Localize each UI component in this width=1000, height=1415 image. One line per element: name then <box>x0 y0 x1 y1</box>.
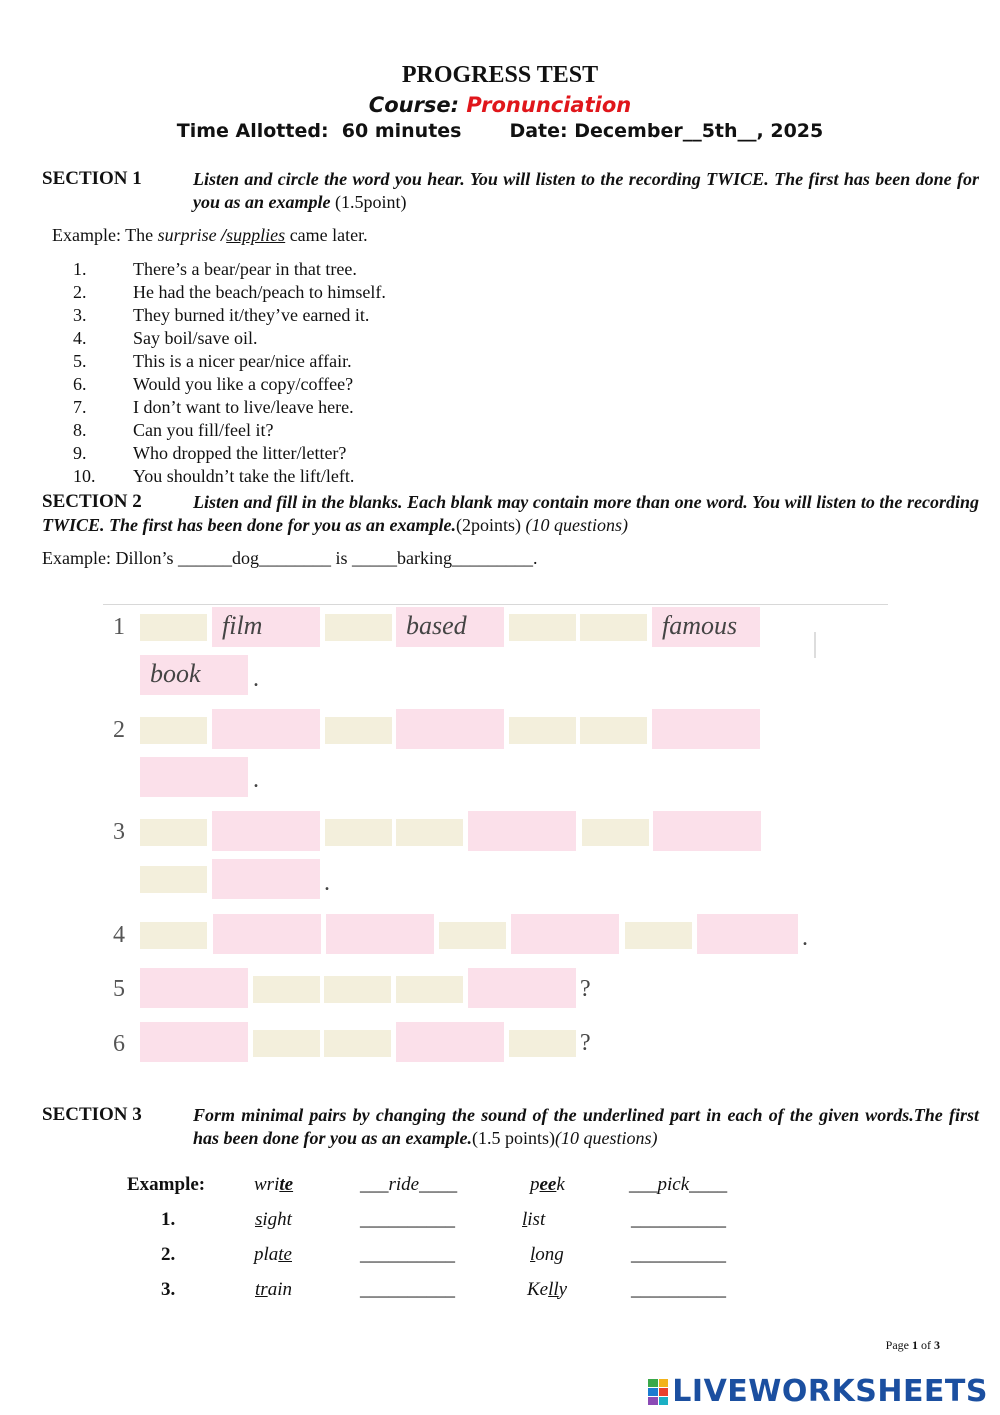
blank-cream[interactable] <box>509 717 576 744</box>
answer-blank[interactable]: __________ <box>360 1209 455 1230</box>
logo-icon <box>648 1379 668 1405</box>
blank-pink[interactable] <box>212 709 320 749</box>
word: sight <box>255 1209 292 1230</box>
blank-pink[interactable] <box>652 709 760 749</box>
blank-cream[interactable] <box>582 819 649 846</box>
answer-blank[interactable]: __________ <box>631 1244 726 1265</box>
answer: ___pick____ <box>629 1174 728 1195</box>
section1-instruction: Listen and circle the word you hear. You will listen to the recording TWICE. The first has been done for you as an example (1.5point) <box>193 169 979 212</box>
blank-cream[interactable] <box>325 819 392 846</box>
word: peek <box>530 1174 565 1195</box>
blank-pink[interactable] <box>697 914 798 954</box>
course-name: Pronunciation <box>466 93 632 117</box>
blank-cream[interactable] <box>396 819 463 846</box>
punctuation: ? <box>580 976 591 1002</box>
answer-box: film <box>212 607 320 647</box>
word: long <box>530 1244 564 1265</box>
answer-box: book <box>140 655 248 695</box>
blank-pink[interactable] <box>140 757 248 797</box>
blank-cream[interactable] <box>580 717 647 744</box>
answer-box: based <box>396 607 504 647</box>
row-number: 4 <box>113 922 125 948</box>
answer-blank[interactable]: __________ <box>360 1279 455 1300</box>
punctuation: ? <box>580 1030 591 1056</box>
row-number: 6 <box>113 1031 125 1057</box>
circled-answer: supplies <box>226 225 286 245</box>
list-item: 9. Who dropped the litter/letter? <box>73 443 347 463</box>
blank-pink[interactable] <box>511 914 619 954</box>
list-item: 10. You shouldn’t take the lift/left. <box>73 466 355 486</box>
blank-cream[interactable] <box>140 819 207 846</box>
blank-pink[interactable] <box>653 811 761 851</box>
blank-cream[interactable] <box>396 976 463 1003</box>
blank-cream[interactable] <box>625 922 692 949</box>
word: plate <box>254 1244 292 1265</box>
punctuation: . <box>324 870 330 896</box>
list-item: 7. I don’t want to live/leave here. <box>73 397 354 417</box>
list-item: 6. Would you like a copy/coffee? <box>73 374 354 394</box>
blank-cream[interactable] <box>324 1030 391 1057</box>
list-item: 1. There’s a bear/pear in that tree. <box>73 259 357 279</box>
blank-pink[interactable] <box>468 811 576 851</box>
row-number: 1 <box>113 614 125 640</box>
blank-cream[interactable] <box>325 614 392 641</box>
word: Kelly <box>527 1279 568 1300</box>
blank-cream[interactable] <box>253 1030 320 1057</box>
row-number: 2. <box>161 1244 176 1265</box>
blank-cream[interactable] <box>325 717 392 744</box>
section2-label: SECTION 2 <box>42 491 142 512</box>
row-number: 2 <box>113 717 125 743</box>
page-number: Page 1 of 3 <box>885 1338 940 1352</box>
blank-pink[interactable] <box>140 968 248 1008</box>
blank-cream[interactable] <box>140 866 207 893</box>
section1-example: Example: The surprise /supplies came later. <box>52 225 368 245</box>
blank-pink[interactable] <box>468 968 576 1008</box>
punctuation: . <box>253 767 259 793</box>
blank-cream[interactable] <box>580 614 647 641</box>
word: list <box>522 1209 546 1230</box>
divider <box>103 604 888 605</box>
blank-cream[interactable] <box>324 976 391 1003</box>
section3-instruction: Form minimal pairs by changing the sound of the underlined part in each of the given words.The first has been done for you as an example.(1.5 points)(10 questions) <box>193 1105 979 1148</box>
divider <box>814 632 816 658</box>
time-allotted: Time Allotted: 60 minutes <box>176 120 462 142</box>
answer-blank[interactable]: __________ <box>360 1244 455 1265</box>
blank-pink[interactable] <box>212 859 320 899</box>
blank-pink[interactable] <box>140 1022 248 1062</box>
list-item: 5. This is a nicer pear/nice affair. <box>73 351 352 371</box>
section2-example: Example: Dillon’s ______dog________ is _____barking_________. <box>42 548 538 568</box>
list-item: 4. Say boil/save oil. <box>73 328 258 348</box>
list-item: 3. They burned it/they’ve earned it. <box>73 305 370 325</box>
section1-list <box>73 258 386 488</box>
section2-instruction: Listen and fill in the blanks. Each blank may contain more than one word. You will listen to the recording TWICE. The first has been done for you as an example.(2points) (10 questions) <box>42 492 979 535</box>
blank-cream[interactable] <box>140 717 207 744</box>
section1-label: SECTION 1 <box>42 168 142 189</box>
list-item: 8. Can you fill/feel it? <box>73 420 274 440</box>
blank-pink[interactable] <box>213 914 321 954</box>
list-item: 2. He had the beach/peach to himself. <box>73 282 386 302</box>
blank-cream[interactable] <box>140 922 207 949</box>
blank-cream[interactable] <box>509 1030 576 1057</box>
punctuation: . <box>253 666 259 692</box>
word: train <box>255 1279 292 1300</box>
punctuation: . <box>802 925 808 951</box>
liveworksheets-logo: LIVEWORKSHEETS <box>648 1374 988 1409</box>
course-label: Course: <box>368 93 460 117</box>
meta-line <box>0 120 1000 142</box>
blank-cream[interactable] <box>140 614 207 641</box>
blank-cream[interactable] <box>509 614 576 641</box>
answer-blank[interactable]: __________ <box>631 1279 726 1300</box>
word: write <box>254 1174 294 1195</box>
blank-cream[interactable] <box>253 976 320 1003</box>
row-number: 3 <box>113 819 125 845</box>
blank-pink[interactable] <box>396 1022 504 1062</box>
answer: ___ride____ <box>360 1174 458 1195</box>
answer-blank[interactable]: __________ <box>631 1209 726 1230</box>
blank-pink[interactable] <box>396 709 504 749</box>
row-number: 5 <box>113 976 125 1002</box>
blank-pink[interactable] <box>212 811 320 851</box>
blank-cream[interactable] <box>439 922 506 949</box>
test-date: Date: December__5th__, 2025 <box>509 120 824 142</box>
answer-box: famous <box>652 607 760 647</box>
example-label: Example: <box>127 1174 206 1195</box>
section3-label: SECTION 3 <box>42 1104 142 1125</box>
row-number: 3. <box>161 1279 176 1300</box>
blank-pink[interactable] <box>326 914 434 954</box>
row-number: 1. <box>161 1209 176 1230</box>
course-line <box>0 93 1000 117</box>
page-title: PROGRESS TEST <box>401 62 599 88</box>
